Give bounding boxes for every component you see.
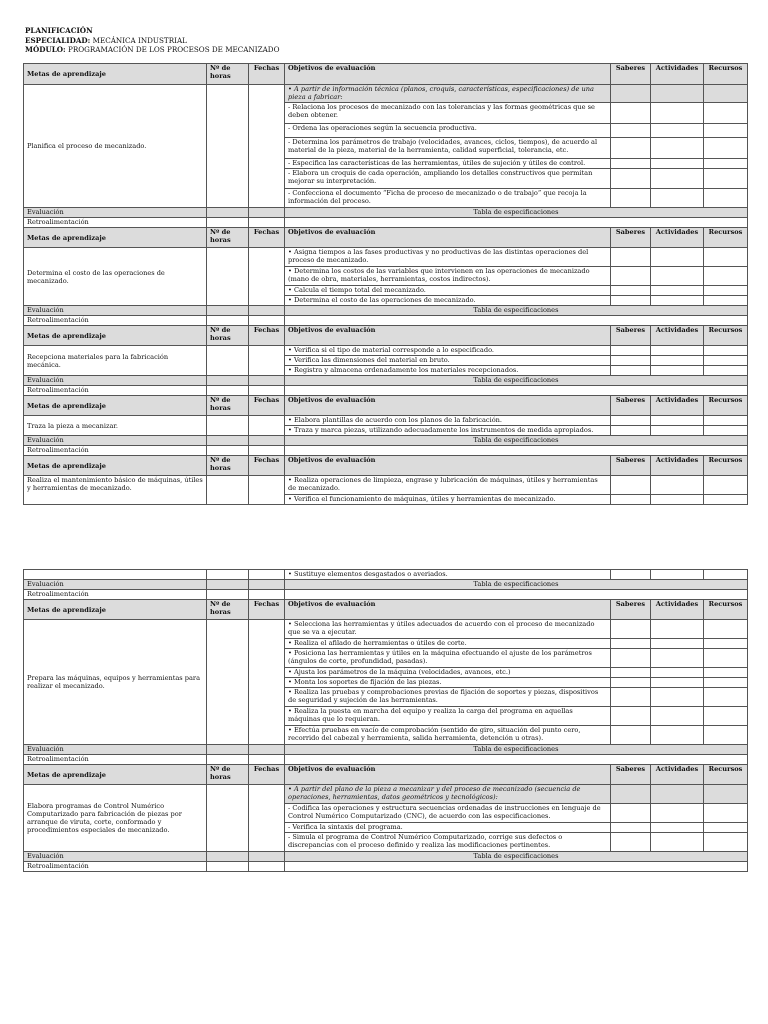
meta-cell <box>24 570 207 580</box>
saberes-cell[interactable] <box>611 248 651 267</box>
saberes-cell[interactable] <box>611 124 651 138</box>
objective-item: - Simula el programa de Control Numérico Computarizado, corrige sus defectos o discrepancias con el proceso definido y realiza las modificaciones pertinentes. <box>285 833 611 852</box>
tabla-especificaciones-link[interactable]: Tabla de especificaciones <box>285 852 748 862</box>
saberes-cell[interactable] <box>611 366 651 376</box>
col-header-recursos: Recursos <box>704 64 748 85</box>
saberes-cell[interactable] <box>611 668 651 678</box>
saberes-cell[interactable] <box>611 346 651 356</box>
recursos-cell[interactable] <box>704 103 748 124</box>
col-header-fechas: Fechas <box>249 396 285 416</box>
actividades-cell[interactable] <box>651 426 704 436</box>
meta-cell: Traza la pieza a mecanizar. <box>24 416 207 436</box>
col-header-metas: Metas de aprendizaje <box>24 326 207 346</box>
saberes-cell[interactable] <box>611 570 651 580</box>
actividades-cell[interactable] <box>651 726 704 745</box>
recursos-cell[interactable] <box>704 688 748 707</box>
recursos-cell[interactable] <box>704 639 748 649</box>
meta-cell: Determina el costo de las operaciones de mecanizado. <box>24 248 207 306</box>
col-header-saberes: Saberes <box>611 456 651 476</box>
saberes-cell[interactable] <box>611 103 651 124</box>
evaluacion-label: Evaluación <box>24 306 207 316</box>
horas-cell[interactable] <box>207 570 249 580</box>
recursos-cell[interactable] <box>704 346 748 356</box>
meta-cell: Recepciona materiales para la fabricación mecánica. <box>24 346 207 376</box>
objective-item: • Monta los soportes de fijación de las piezas. <box>285 678 611 688</box>
tabla-especificaciones-link[interactable]: Tabla de especificaciones <box>285 580 748 590</box>
document-header <box>25 26 279 55</box>
col-header-objetivos: Objetivos de evaluación <box>285 456 611 476</box>
col-header-horas: Nº de horas <box>207 326 249 346</box>
objective-item: • Selecciona las herramientas y útiles adecuados de acuerdo con el proceso de mecanizado que se va a ejecutar. <box>285 620 611 639</box>
saberes-cell[interactable] <box>611 649 651 668</box>
recursos-cell[interactable] <box>704 267 748 286</box>
objective-item: - Verifica la sintaxis del programa. <box>285 823 611 833</box>
retroalimentacion-cell[interactable] <box>285 218 748 228</box>
col-header-objetivos: Objetivos de evaluación <box>285 64 611 85</box>
actividades-cell[interactable] <box>651 296 704 306</box>
objective-intro: • A partir de información técnica (planos, croquis, características, especificaciones) de una pieza a fabricar: <box>285 85 611 103</box>
recursos-cell[interactable] <box>704 138 748 159</box>
col-header-horas: Nº de horas <box>207 456 249 476</box>
evaluacion-label: Evaluación <box>24 376 207 386</box>
fechas-cell[interactable] <box>249 416 285 436</box>
modulo-line: MÓDULO: PROGRAMACIÓN DE LOS PROCESOS DE MECANIZADO <box>25 45 280 54</box>
meta-cell: Realiza el mantenimiento básico de máquinas, útiles y herramientas de mecanizado. <box>24 476 207 505</box>
col-header-recursos: Recursos <box>704 396 748 416</box>
retroalimentacion-label: Retroalimentación <box>24 590 207 600</box>
saberes-cell[interactable] <box>611 833 651 852</box>
meta-cell: Elabora programas de Control Numérico Computarizado para fabricación de piezas por arranque de viruta, corte, conformado y procedimientos especiales de mecanizado. <box>24 785 207 852</box>
recursos-cell[interactable] <box>704 169 748 189</box>
objective-item: - Codifica las operaciones y estructura secuencias ordenadas de instrucciones en lenguaje de Control Numérico Computarizado (CNC), de acuerdo con las especificaciones. <box>285 804 611 823</box>
recursos-cell[interactable] <box>704 189 748 208</box>
objective-item: • Sustituye elementos desgastados o averiados. <box>285 570 611 580</box>
actividades-cell[interactable] <box>651 346 704 356</box>
col-header-objetivos: Objetivos de evaluación <box>285 228 611 248</box>
recursos-cell[interactable] <box>704 620 748 639</box>
col-header-metas: Metas de aprendizaje <box>24 765 207 785</box>
actividades-cell[interactable] <box>651 649 704 668</box>
retroalimentacion-label: Retroalimentación <box>24 862 207 872</box>
tabla-especificaciones-link[interactable]: Tabla de especificaciones <box>285 306 748 316</box>
planning-table-page1 <box>23 63 748 505</box>
objective-item: • Registra y almacena ordenadamente los materiales recepcionados. <box>285 366 611 376</box>
saberes-cell[interactable] <box>611 189 651 208</box>
objective-item: • Calcula el tiempo total del mecanizado. <box>285 286 611 296</box>
actividades-cell[interactable] <box>651 785 704 804</box>
meta-cell: Prepara las máquinas, equipos y herramientas para realizar el mecanizado. <box>24 620 207 745</box>
objective-item: - Ordena las operaciones según la secuencia productiva. <box>285 124 611 138</box>
objective-item: • Verifica si el tipo de material corresponde a lo especificado. <box>285 346 611 356</box>
saberes-cell[interactable] <box>611 707 651 726</box>
col-header-saberes: Saberes <box>611 765 651 785</box>
evaluacion-label: Evaluación <box>24 852 207 862</box>
recursos-cell[interactable] <box>704 495 748 505</box>
actividades-cell[interactable] <box>651 678 704 688</box>
tabla-especificaciones-link[interactable]: Tabla de especificaciones <box>285 376 748 386</box>
actividades-cell[interactable] <box>651 707 704 726</box>
actividades-cell[interactable] <box>651 85 704 103</box>
col-header-actividades: Actividades <box>651 600 704 620</box>
actividades-cell[interactable] <box>651 804 704 823</box>
col-header-actividades: Actividades <box>651 228 704 248</box>
col-header-saberes: Saberes <box>611 326 651 346</box>
col-header-recursos: Recursos <box>704 228 748 248</box>
recursos-cell[interactable] <box>704 707 748 726</box>
horas-cell[interactable] <box>207 85 249 208</box>
actividades-cell[interactable] <box>651 833 704 852</box>
tabla-especificaciones-link[interactable]: Tabla de especificaciones <box>285 745 748 755</box>
actividades-cell[interactable] <box>651 159 704 169</box>
objective-item: • Posiciona las herramientas y útiles en la máquina efectuando el ajuste de los parámetros (ángulos de corte, profundidad, pasadas). <box>285 649 611 668</box>
recursos-cell[interactable] <box>704 833 748 852</box>
horas-cell[interactable] <box>207 785 249 852</box>
saberes-cell[interactable] <box>611 823 651 833</box>
actividades-cell[interactable] <box>651 248 704 267</box>
col-header-horas: Nº de horas <box>207 765 249 785</box>
col-header-horas: Nº de horas <box>207 600 249 620</box>
saberes-cell[interactable] <box>611 639 651 649</box>
saberes-cell[interactable] <box>611 356 651 366</box>
recursos-cell[interactable] <box>704 426 748 436</box>
objective-item: • Asigna tiempos a las fases productivas y no productivas de las distintas operaciones del proceso de mecanizado. <box>285 248 611 267</box>
retroalimentacion-label: Retroalimentación <box>24 316 207 326</box>
retroalimentacion-label: Retroalimentación <box>24 446 207 456</box>
saberes-cell[interactable] <box>611 620 651 639</box>
actividades-cell[interactable] <box>651 189 704 208</box>
actividades-cell[interactable] <box>651 169 704 189</box>
col-header-fechas: Fechas <box>249 228 285 248</box>
recursos-cell[interactable] <box>704 416 748 426</box>
col-header-metas: Metas de aprendizaje <box>24 228 207 248</box>
actividades-cell[interactable] <box>651 495 704 505</box>
col-header-horas: Nº de horas <box>207 396 249 416</box>
col-header-saberes: Saberes <box>611 396 651 416</box>
objective-intro: • A partir del plano de la pieza a mecanizar y del proceso de mecanizado (secuencia de operaciones, herramientas, datos geométricos y tecnológicos): <box>285 785 611 804</box>
recursos-cell[interactable] <box>704 159 748 169</box>
saberes-cell[interactable] <box>611 169 651 189</box>
recursos-cell[interactable] <box>704 248 748 267</box>
col-header-metas: Metas de aprendizaje <box>24 600 207 620</box>
retroalimentacion-cell[interactable] <box>285 755 748 765</box>
fechas-cell[interactable] <box>249 785 285 852</box>
col-header-objetivos: Objetivos de evaluación <box>285 765 611 785</box>
evaluacion-label: Evaluación <box>24 745 207 755</box>
recursos-cell[interactable] <box>704 366 748 376</box>
actividades-cell[interactable] <box>651 267 704 286</box>
recursos-cell[interactable] <box>704 570 748 580</box>
recursos-cell[interactable] <box>704 85 748 103</box>
fechas-cell[interactable] <box>249 570 285 580</box>
objective-item: - Relaciona los procesos de mecanizado con las tolerancias y las formas geométricas que se deben obtener. <box>285 103 611 124</box>
retroalimentacion-cell[interactable] <box>285 862 748 872</box>
saberes-cell[interactable] <box>611 476 651 495</box>
objective-item: • Verifica el funcionamiento de máquinas, útiles y herramientas de mecanizado. <box>285 495 611 505</box>
objective-item: - Elabora un croquis de cada operación, ampliando los detalles constructivos que permitan mejorar su interpretación. <box>285 169 611 189</box>
objective-item: • Ajusta los parámetros de la máquina (velocidades, avances, etc.) <box>285 668 611 678</box>
col-header-recursos: Recursos <box>704 765 748 785</box>
saberes-cell[interactable] <box>611 726 651 745</box>
saberes-cell[interactable] <box>611 678 651 688</box>
objective-item: • Determina los costos de las variables que intervienen en las operaciones de mecanizado (mano de obra, materiales, herramientas, costos indirectos). <box>285 267 611 286</box>
objective-item: • Efectúa pruebas en vacío de comprobación (sentido de giro, situación del punto cero, recorrido del cabezal y herramienta, salida herramienta, detención u otras). <box>285 726 611 745</box>
actividades-cell[interactable] <box>651 356 704 366</box>
recursos-cell[interactable] <box>704 476 748 495</box>
actividades-cell[interactable] <box>651 823 704 833</box>
table-header-row <box>24 765 748 785</box>
col-header-horas: Nº de horas <box>207 64 249 85</box>
actividades-cell[interactable] <box>651 138 704 159</box>
col-header-fechas: Fechas <box>249 456 285 476</box>
saberes-cell[interactable] <box>611 296 651 306</box>
horas-cell[interactable] <box>207 476 249 505</box>
objective-item: • Verifica las dimensiones del material en bruto. <box>285 356 611 366</box>
actividades-cell[interactable] <box>651 366 704 376</box>
actividades-cell[interactable] <box>651 570 704 580</box>
retroalimentacion-label: Retroalimentación <box>24 755 207 765</box>
planning-table-page2 <box>23 569 748 872</box>
col-header-fechas: Fechas <box>249 326 285 346</box>
col-header-fechas: Fechas <box>249 765 285 785</box>
saberes-cell[interactable] <box>611 804 651 823</box>
recursos-cell[interactable] <box>704 296 748 306</box>
recursos-cell[interactable] <box>704 649 748 668</box>
fechas-cell[interactable] <box>249 346 285 376</box>
saberes-cell[interactable] <box>611 85 651 103</box>
recursos-cell[interactable] <box>704 785 748 804</box>
evaluacion-label: Evaluación <box>24 208 207 218</box>
objective-item: • Determina el costo de las operaciones de mecanizado. <box>285 296 611 306</box>
table-header-row <box>24 326 748 346</box>
actividades-cell[interactable] <box>651 103 704 124</box>
retroalimentacion-cell[interactable] <box>285 386 748 396</box>
col-header-metas: Metas de aprendizaje <box>24 64 207 85</box>
recursos-cell[interactable] <box>704 286 748 296</box>
recursos-cell[interactable] <box>704 726 748 745</box>
recursos-cell[interactable] <box>704 804 748 823</box>
actividades-cell[interactable] <box>651 668 704 678</box>
col-header-objetivos: Objetivos de evaluación <box>285 396 611 416</box>
recursos-cell[interactable] <box>704 124 748 138</box>
objective-item: - Especifica las características de las herramientas, útiles de sujeción y útiles de control. <box>285 159 611 169</box>
actividades-cell[interactable] <box>651 639 704 649</box>
col-header-saberes: Saberes <box>611 228 651 248</box>
objective-item: • Elabora plantillas de acuerdo con los planos de la fabricación. <box>285 416 611 426</box>
especialidad-line: ESPECIALIDAD: MECÁNICA INDUSTRIAL <box>25 35 187 45</box>
saberes-cell[interactable] <box>611 159 651 169</box>
retroalimentacion-label: Retroalimentación <box>24 218 207 228</box>
table-header-row <box>24 456 748 476</box>
recursos-cell[interactable] <box>704 356 748 366</box>
recursos-cell[interactable] <box>704 823 748 833</box>
saberes-cell[interactable] <box>611 416 651 426</box>
fechas-cell[interactable] <box>249 476 285 505</box>
col-header-fechas: Fechas <box>249 64 285 85</box>
objective-item: - Determina los parámetros de trabajo (velocidades, avances, ciclos, tiempos), de acuerdo al material de la pieza, material de la herramienta, calidad superficial, tolerancia, etc. <box>285 138 611 159</box>
col-header-objetivos: Objetivos de evaluación <box>285 326 611 346</box>
saberes-cell[interactable] <box>611 426 651 436</box>
col-header-actividades: Actividades <box>651 765 704 785</box>
meta-cell: Planifica el proceso de mecanizado. <box>24 85 207 208</box>
actividades-cell[interactable] <box>651 286 704 296</box>
col-header-metas: Metas de aprendizaje <box>24 396 207 416</box>
saberes-cell[interactable] <box>611 688 651 707</box>
horas-cell[interactable] <box>207 248 249 306</box>
horas-cell[interactable] <box>207 346 249 376</box>
saberes-cell[interactable] <box>611 138 651 159</box>
saberes-cell[interactable] <box>611 495 651 505</box>
col-header-metas: Metas de aprendizaje <box>24 456 207 476</box>
retroalimentacion-cell[interactable] <box>285 316 748 326</box>
col-header-horas: Nº de horas <box>207 228 249 248</box>
objective-item: • Realiza la puesta en marcha del equipo y realiza la carga del programa en aquellas máquinas que lo requieran. <box>285 707 611 726</box>
tabla-especificaciones-link[interactable]: Tabla de especificaciones <box>285 436 748 446</box>
saberes-cell[interactable] <box>611 267 651 286</box>
actividades-cell[interactable] <box>651 688 704 707</box>
objective-item: - Confecciona el documento “Ficha de proceso de mecanizado o de trabajo” que recoja la información del proceso. <box>285 189 611 208</box>
objective-item: • Realiza las pruebas y comprobaciones previas de fijación de soportes y piezas, dispositivos de seguridad y sujeción de las herramientas. <box>285 688 611 707</box>
table-header-row <box>24 396 748 416</box>
fechas-cell[interactable] <box>249 248 285 306</box>
horas-cell[interactable] <box>207 620 249 745</box>
recursos-cell[interactable] <box>704 668 748 678</box>
objective-item: • Realiza el afilado de herramientas o útiles de corte. <box>285 639 611 649</box>
actividades-cell[interactable] <box>651 620 704 639</box>
objective-item: • Traza y marca piezas, utilizando adecuadamente los instrumentos de medida apropiados. <box>285 426 611 436</box>
actividades-cell[interactable] <box>651 416 704 426</box>
recursos-cell[interactable] <box>704 678 748 688</box>
col-header-fechas: Fechas <box>249 600 285 620</box>
evaluacion-label: Evaluación <box>24 436 207 446</box>
retroalimentacion-cell[interactable] <box>285 590 748 600</box>
col-header-actividades: Actividades <box>651 64 704 85</box>
col-header-recursos: Recursos <box>704 456 748 476</box>
fechas-cell[interactable] <box>249 620 285 745</box>
col-header-objetivos: Objetivos de evaluación <box>285 600 611 620</box>
col-header-recursos: Recursos <box>704 326 748 346</box>
col-header-saberes: Saberes <box>611 600 651 620</box>
col-header-actividades: Actividades <box>651 456 704 476</box>
saberes-cell[interactable] <box>611 785 651 804</box>
col-header-actividades: Actividades <box>651 396 704 416</box>
col-header-actividades: Actividades <box>651 326 704 346</box>
fechas-cell[interactable] <box>249 85 285 208</box>
col-header-saberes: Saberes <box>611 64 651 85</box>
col-header-recursos: Recursos <box>704 600 748 620</box>
table-header-row <box>24 228 748 248</box>
retroalimentacion-label: Retroalimentación <box>24 386 207 396</box>
evaluacion-label: Evaluación <box>24 580 207 590</box>
actividades-cell[interactable] <box>651 476 704 495</box>
saberes-cell[interactable] <box>611 286 651 296</box>
actividades-cell[interactable] <box>651 124 704 138</box>
objective-item: • Realiza operaciones de limpieza, engrase y lubricación de máquinas, útiles y herramientas de mecanizado. <box>285 476 611 495</box>
doc-title: PLANIFICACIÓN <box>25 26 93 35</box>
horas-cell[interactable] <box>207 416 249 436</box>
table-header-row <box>24 600 748 620</box>
table-header-row <box>24 64 748 85</box>
tabla-especificaciones-link[interactable]: Tabla de especificaciones <box>285 208 748 218</box>
retroalimentacion-cell[interactable] <box>285 446 748 456</box>
